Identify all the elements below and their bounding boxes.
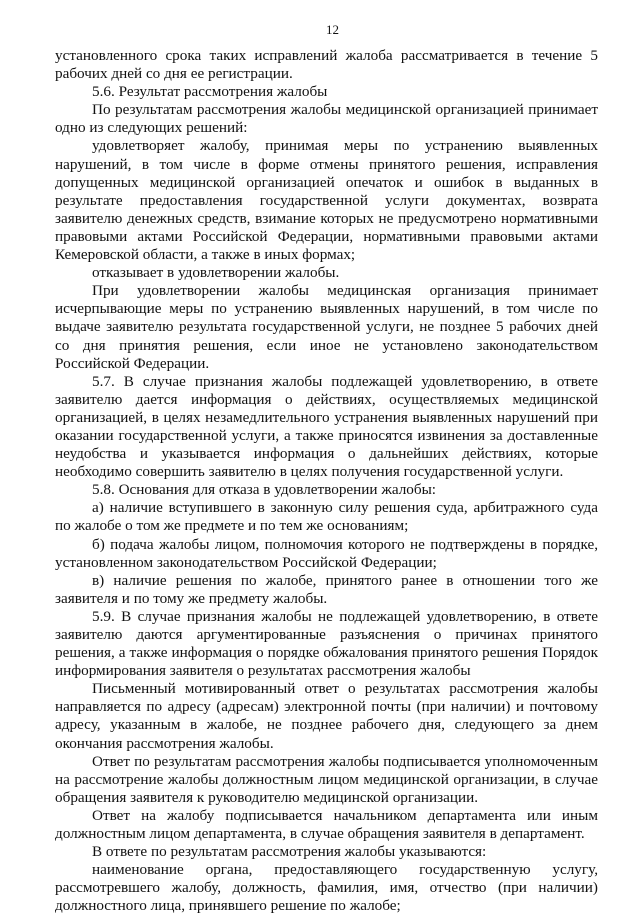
paragraph: В ответе по результатам рассмотрения жалобы указываются: [92, 843, 487, 861]
paragraph: По результатам рассмотрения жалобы медицинской организацией принимает одно из следующих решений: [55, 101, 598, 137]
document-body [55, 47, 598, 916]
section-heading-5-6: 5.6. Результат рассмотрения жалобы [92, 83, 328, 101]
list-item-b: б) подача жалобы лицом, полномочия которого не подтверждены в порядке, установленном законодательством Российской Федерации; [55, 535, 598, 571]
paragraph-5-9: 5.9. В случае признания жалобы не подлежащей удовлетворению, в ответе заявителю даются аргументированные разъяснения о причинах принятого решения, а также информация о порядке обжалования принятого решения Порядок информирования заявителя о результатах рассмотрения жалобы [55, 607, 598, 680]
paragraph: При удовлетворении жалобы медицинская организация принимает исчерпывающие меры по устранению выявленных нарушений, в том числе по выдаче заявителю результата государственной услуги, не позднее 5 рабочих дней со дня принятия решения, если иное не установлено законодательством Российской Федерации. [55, 282, 598, 372]
paragraph: отказывает в удовлетворении жалобы. [92, 264, 340, 282]
paragraph-5-7: 5.7. В случае признания жалобы подлежащей удовлетворению, в ответе заявителю дается информация о действиях, осуществляемых медицинской организацией, в целях незамедлительного устранения выявленных нарушений при оказании государственной услуги, а также приносятся извинения за доставленные неудобства и указывается информация о дальнейших действиях, которые необходимо совершить заявителю в целях получения государственной услуги. [55, 372, 598, 481]
paragraph: наименование органа, предоставляющего государственную услугу, рассмотревшего жалобу, должность, фамилия, имя, отчество (при наличии) должностного лица, принявшего решение по жалобе; [55, 861, 598, 915]
paragraph: удовлетворяет жалобу, принимая меры по устранению выявленных нарушений, в том числе в форме отмены принятого решения, исправления допущенных медицинской организацией опечаток и ошибок в выданных в результате предоставления государственной услуги документах, возврата заявителю денежных средств, взимание которых не предусмотрено нормативными правовыми актами Российской Федерации, нормативными правовыми актами Кемеровской области, а также в иных формах; [55, 137, 598, 264]
page-number: 12 [326, 22, 339, 37]
list-item-a: а) наличие вступившего в законную силу решения суда, арбитражного суда по жалобе о том же предмете и по тем же основаниям; [55, 499, 598, 535]
paragraph: Ответ на жалобу подписывается начальником департамента или иным должностным лицом департамента, в случае обращения заявителя в департамент. [55, 806, 598, 843]
paragraph: Ответ по результатам рассмотрения жалобы подписывается уполномоченным на рассмотрение жалобы должностным лицом медицинской организации, в случае обращения заявителя к руководителю медицинской организации. [55, 752, 598, 806]
list-item-v: в) наличие решения по жалобе, принятого ранее в отношении того же заявителя и по тому же предмету жалобы. [55, 571, 598, 607]
paragraph-5-8: 5.8. Основания для отказа в удовлетворении жалобы: [92, 481, 437, 499]
paragraph-continuation: установленного срока таких исправлений жалоба рассматривается в течение 5 рабочих дней со дня ее регистрации. [55, 47, 598, 83]
paragraph: Письменный мотивированный ответ о результатах рассмотрения жалобы направляется по адресу (адресам) электронной почты (при наличии) и почтовому адресу, указанным в жалобе, не позднее рабочего дня, следующего за днем окончания рассмотрения жалобы. [55, 680, 598, 752]
